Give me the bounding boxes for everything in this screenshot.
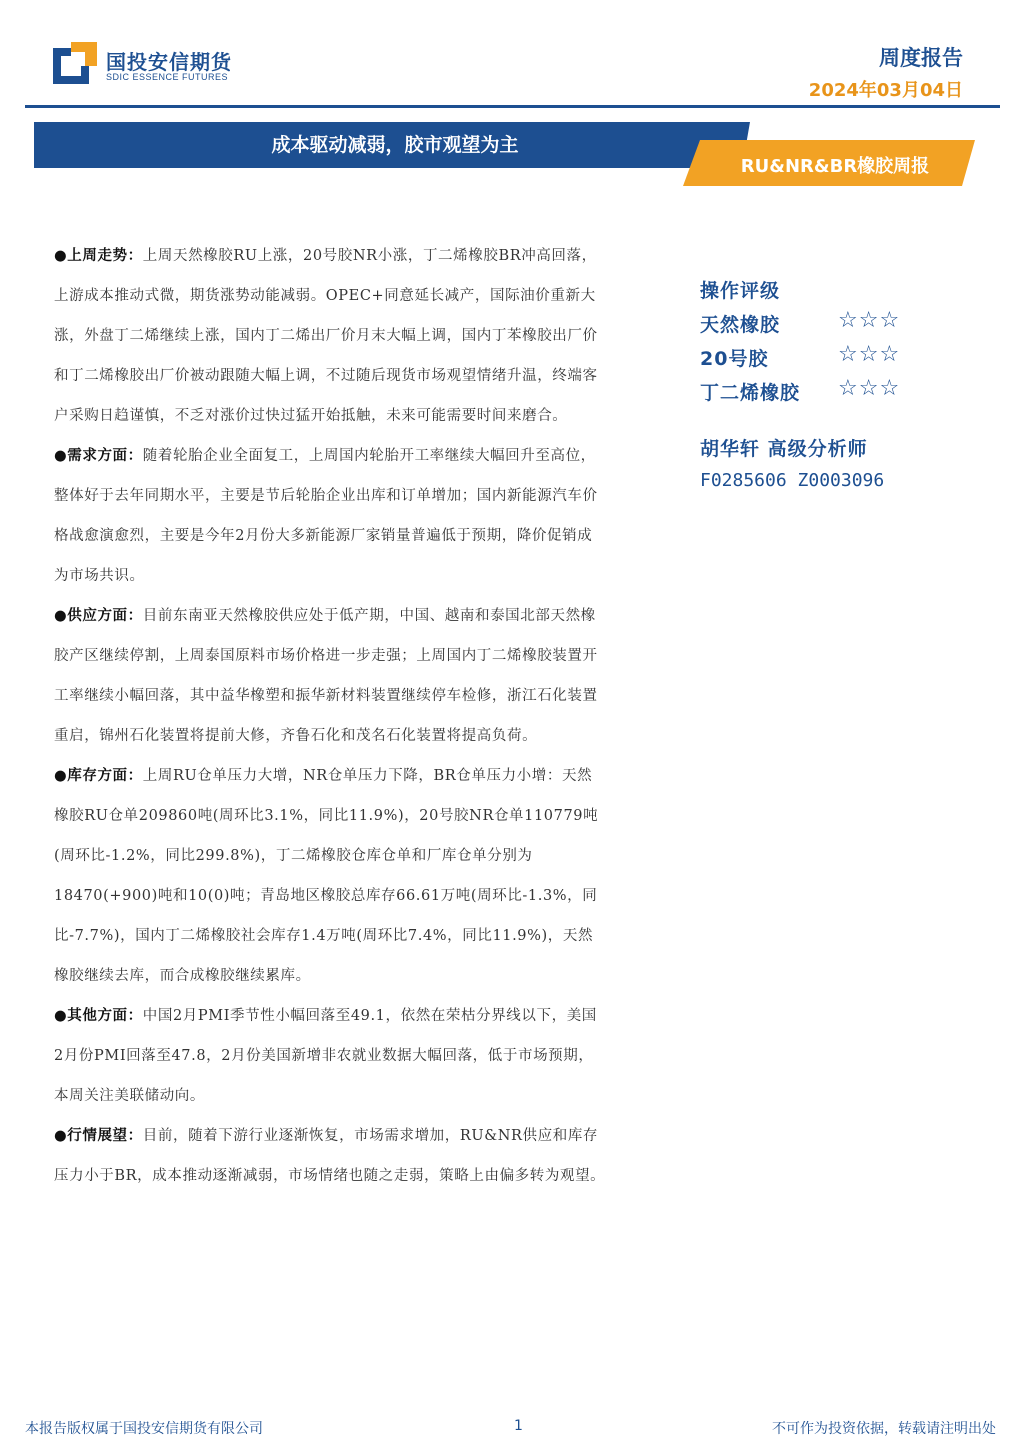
report-body <box>54 236 606 1196</box>
report-date: 2024年03月04日 <box>808 80 963 101</box>
paragraph-text: 上周RU仓单压力大增，NR仓单压力下降，BR仓单压力小增：天然橡胶RU仓单209860吨(周环比3.1%，同比11.9%)，20号胶NR仓单110779吨(周环比-1.2%，同比299.8%)，丁二烯橡胶仓库仓单和厂库仓单分别为18470(+900)吨和10(0)吨；青岛地区橡胶总库存66.61万吨(周环比-1.3%，同比-7.7%)，国内丁二烯橡胶社会库存1.4万吨(周环比7.4%，同比11.9%)，天然橡胶继续去库，而合成橡胶继续累库。 <box>54 768 599 984</box>
report-series-tag: RU&NR&BR橡胶周报 <box>740 156 930 177</box>
footer-disclaimer: 不可作为投资依据，转载请注明出处 <box>772 1421 996 1437</box>
paragraph-heading: ●其他方面： <box>54 1008 143 1024</box>
paragraph-text: 中国2月PMI季节性小幅回落至49.1，依然在荣枯分界线以下，美国2月份PMI回落至47.8，2月份美国新增非农就业数据大幅回落，低于市场预期，本周关注美联储动向。 <box>54 1008 597 1104</box>
report-title: 成本驱动减弱，胶市观望为主 <box>271 134 519 156</box>
logo-english-name: SDIC ESSENCE FUTURES <box>106 72 229 82</box>
rating-label: 20号胶 <box>700 348 769 370</box>
paragraph-supply <box>54 596 606 756</box>
footer-copyright: 本报告版权属于国投安信期货有限公司 <box>25 1421 263 1437</box>
paragraph-heading: ●需求方面： <box>54 448 143 464</box>
paragraph-other <box>54 996 606 1116</box>
rating-stars-icon: ☆☆☆ <box>838 308 901 333</box>
header-divider <box>25 105 1000 108</box>
company-logo <box>53 42 233 88</box>
page-number: 1 <box>514 1418 523 1434</box>
paragraph-heading: ●供应方面： <box>54 608 143 624</box>
paragraph-last-week-trend <box>54 236 606 436</box>
rating-label: 丁二烯橡胶 <box>700 382 801 404</box>
logo-chinese-name: 国投安信期货 <box>106 50 232 74</box>
rating-title: 操作评级 <box>700 280 781 302</box>
analyst-license-numbers: F0285606 Z0003096 <box>700 470 885 491</box>
rating-row-natural-rubber <box>700 310 920 340</box>
rating-row-no20-rubber <box>700 344 920 374</box>
paragraph-text: 随着轮胎企业全面复工，上周国内轮胎开工率继续大幅回升至高位，整体好于去年同期水平，主要是节后轮胎企业出库和订单增加；国内新能源汽车价格战愈演愈烈，主要是今年2月份大多新能源厂家销量普遍低于预期，降价促销成为市场共识。 <box>54 448 598 584</box>
paragraph-text: 目前，随着下游行业逐渐恢复，市场需求增加，RU&NR供应和库存压力小于BR，成本推动逐渐减弱，市场情绪也随之走弱，策略上由偏多转为观望。 <box>54 1128 606 1184</box>
paragraph-outlook <box>54 1116 606 1196</box>
logo-mark-icon <box>53 42 97 84</box>
rating-stars-icon: ☆☆☆ <box>838 342 901 367</box>
paragraph-text: 目前东南亚天然橡胶供应处于低产期，中国、越南和泰国北部天然橡胶产区继续停割，上周泰国原料市场价格进一步走强；上周国内丁二烯橡胶装置开工率继续小幅回落，其中益华橡塑和振华新材料装置继续停车检修，浙江石化装置重启，锦州石化装置将提前大修，齐鲁石化和茂名石化装置将提高负荷。 <box>54 608 598 744</box>
report-type: 周度报告 <box>879 46 963 70</box>
paragraph-demand <box>54 436 606 596</box>
paragraph-heading: ●行情展望： <box>54 1128 143 1144</box>
paragraph-inventory <box>54 756 606 996</box>
paragraph-heading: ●库存方面： <box>54 768 143 784</box>
paragraph-text: 上周天然橡胶RU上涨，20号胶NR小涨，丁二烯橡胶BR冲高回落，上游成本推动式微，期货涨势动能减弱。OPEC+同意延长减产，国际油价重新大涨，外盘丁二烯继续上涨，国内丁二烯出厂价月末大幅上调，国内丁苯橡胶出厂价和丁二烯橡胶出厂价被动跟随大幅上调，不过随后现货市场观望情绪升温，终端客户采购日趋谨慎，不乏对涨价过快过猛开始抵触，未来可能需要时间来磨合。 <box>54 248 598 424</box>
rating-stars-icon: ☆☆☆ <box>838 376 901 401</box>
paragraph-heading: ●上周走势： <box>54 248 143 264</box>
rating-row-butadiene-rubber <box>700 378 920 408</box>
rating-label: 天然橡胶 <box>700 314 781 336</box>
analyst-name-title: 胡华轩 高级分析师 <box>700 438 868 460</box>
